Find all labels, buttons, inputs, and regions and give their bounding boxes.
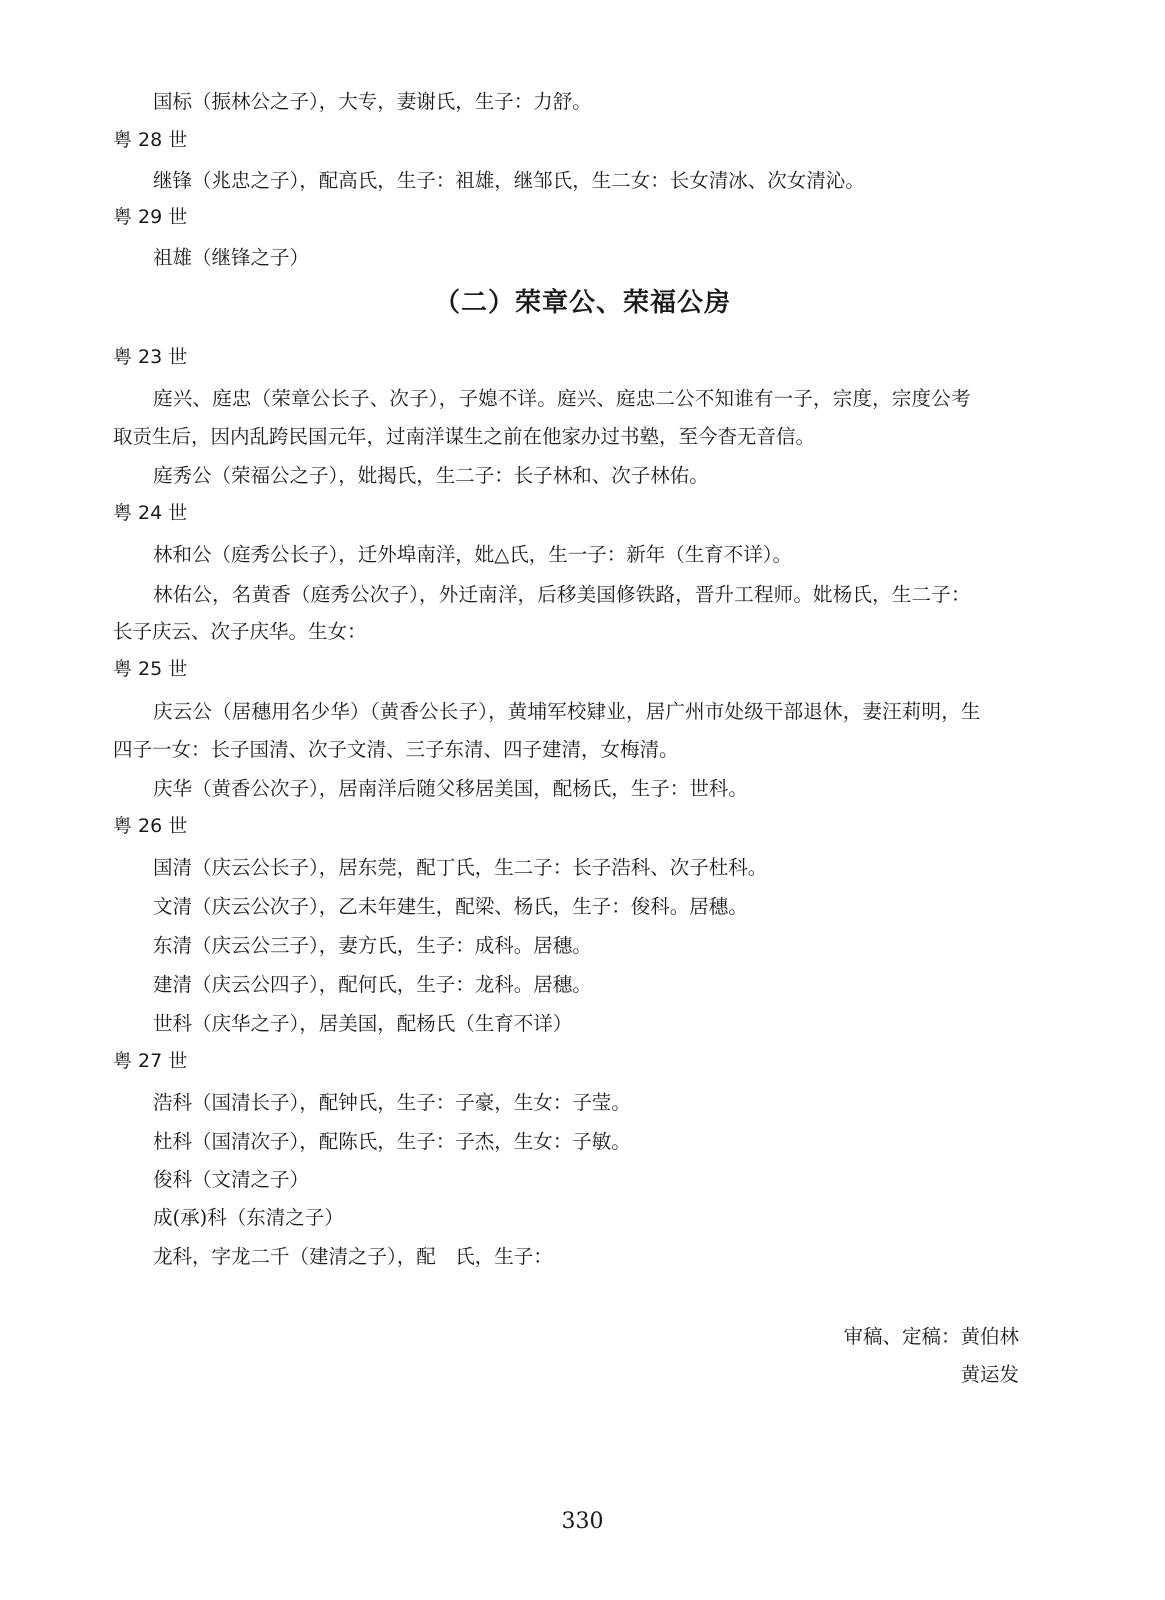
section-title: （二）荣章公、荣福公房 bbox=[433, 288, 731, 318]
entry-line: 林佑公，名黄香（庭秀公次子），外迁南洋，后移美国修铁路，晋升工程师。妣杨氏，生二子： bbox=[153, 583, 971, 606]
reviewer-name: 黄运发 bbox=[960, 1363, 1019, 1386]
generation-heading: 粤 25 世 bbox=[113, 658, 188, 680]
entry-line: 成(承)科（东清之子） bbox=[153, 1206, 344, 1229]
entry-line: 林和公（庭秀公长子），迁外埠南洋，妣△氏，生一子：新年（生育不详）。 bbox=[153, 543, 792, 566]
entry-line: 祖雄（继锋之子） bbox=[153, 246, 310, 269]
reviewer-credit: 审稿、定稿：黄伯林 bbox=[843, 1325, 1019, 1348]
generation-heading: 粤 24 世 bbox=[113, 502, 188, 524]
entry-line: 文清（庆云公次子），乙未年建生，配梁、杨氏，生子：俊科。居穗。 bbox=[153, 895, 748, 918]
entry-line: 龙科，字龙二千（建清之子），配 氏，生子： bbox=[153, 1245, 553, 1268]
entry-continuation: 取贡生后，因内乱跨民国元年，过南洋谋生之前在他家办过书塾，至今杳无音信。 bbox=[113, 425, 816, 448]
page-number: 330 bbox=[561, 1509, 604, 1534]
entry-line: 国清（庆云公长子），居东莞，配丁氏，生二子：长子浩科、次子杜科。 bbox=[153, 856, 768, 879]
entry-line: 庭兴、庭忠（荣章公长子、次子），子媳不详。庭兴、庭忠二公不知谁有一子，宗度，宗度公考 bbox=[153, 387, 971, 410]
entry-line: 继锋（兆忠之子），配高氏，生子：祖雄，继邹氏，生二女：长女清冰、次女清沁。 bbox=[153, 169, 865, 192]
generation-heading: 粤 23 世 bbox=[113, 346, 188, 368]
entry-line: 俊科（文清之子） bbox=[153, 1168, 310, 1191]
entry-line: 杜科（国清次子），配陈氏，生子：子杰，生女：子敏。 bbox=[153, 1130, 631, 1153]
entry-continuation: 四子一女：长子国清、次子文清、三子东清、四子建清，女梅清。 bbox=[113, 738, 679, 761]
generation-heading: 粤 27 世 bbox=[113, 1050, 188, 1072]
entry-line: 庆华（黄香公次子），居南洋后随父移居美国，配杨氏，生子：世科。 bbox=[153, 777, 748, 800]
entry-continuation: 长子庆云、次子庆华。生女： bbox=[113, 620, 367, 643]
entry-line: 建清（庆云公四子），配何氏，生子：龙科。居穗。 bbox=[153, 973, 592, 996]
entry-line: 世科（庆华之子），居美国，配杨氏（生育不详） bbox=[153, 1012, 573, 1035]
entry-line: 庆云公（居穗用名少华）（黄香公长子），黄埔军校肄业，居广州市处级干部退休，妻汪莉明，生 bbox=[153, 700, 981, 723]
entry-line: 东清（庆云公三子），妻方氏，生子：成科。居穗。 bbox=[153, 934, 592, 957]
generation-heading: 粤 29 世 bbox=[113, 206, 188, 228]
entry-line: 庭秀公（荣福公之子），妣揭氏，生二子：长子林和、次子林佑。 bbox=[153, 464, 709, 487]
generation-heading: 粤 26 世 bbox=[113, 815, 188, 837]
generation-heading: 粤 28 世 bbox=[113, 129, 188, 151]
entry-line: 浩科（国清长子），配钟氏，生子：子豪，生女：子莹。 bbox=[153, 1091, 631, 1114]
entry-line: 国标（振林公之子），大专，妻谢氏，生子：力舒。 bbox=[153, 90, 592, 113]
